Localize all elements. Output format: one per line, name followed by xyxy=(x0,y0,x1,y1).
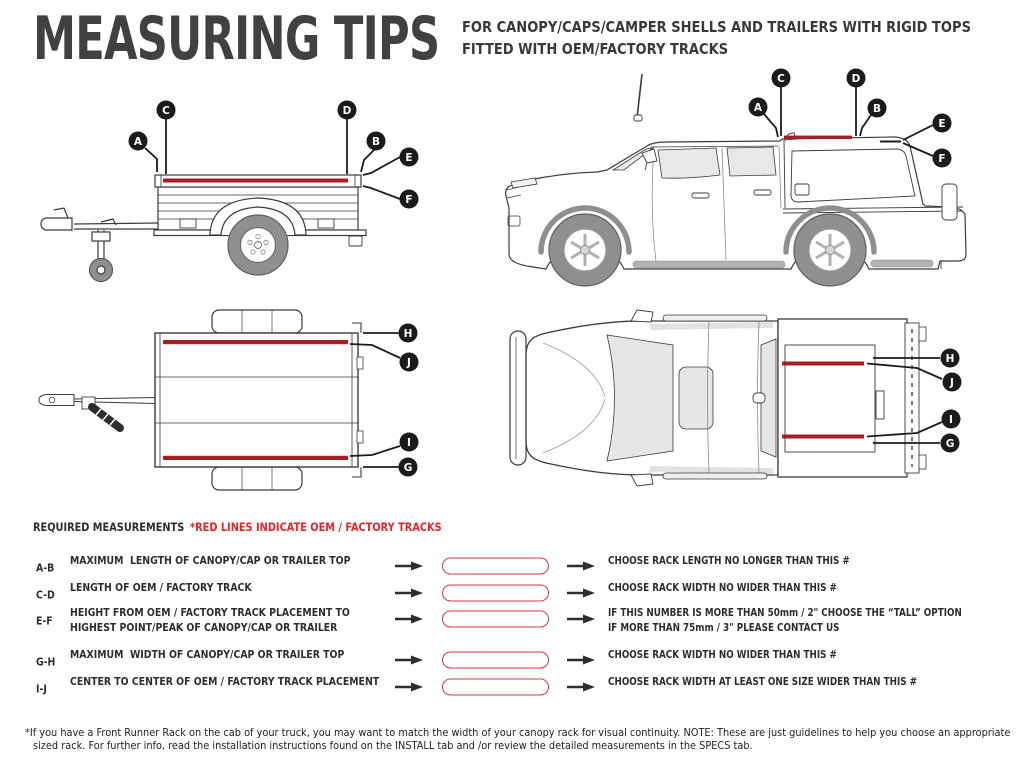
footer-note-line-2: sized rack. For further info, read the installation instructions found on the INSTALL tab and /or review the detailed measurements in the SPECS tab. xyxy=(33,740,753,752)
range-label: E-F xyxy=(36,614,53,628)
arrow-right-icon xyxy=(567,561,595,571)
marker-c-label: C xyxy=(777,72,785,85)
marker-e-label: E xyxy=(938,117,946,130)
measurement-instruction: CHOOSE RACK WIDTH AT LEAST ONE SIZE WIDER THAN THIS # xyxy=(608,675,918,688)
marker-f-label: F xyxy=(938,152,946,165)
measurement-instruction: CHOOSE RACK LENGTH NO LONGER THAN THIS # xyxy=(608,554,850,567)
oem-track-red-line xyxy=(163,456,348,460)
truck-top-view-diagram xyxy=(495,305,1015,505)
measurement-blank-field xyxy=(442,652,549,669)
arrow-right-icon xyxy=(567,682,595,692)
page-subtitle xyxy=(462,16,1024,60)
measurement-row-ef xyxy=(0,602,1024,636)
subtitle-line-2: FITTED WITH OEM/FACTORY TRACKS xyxy=(462,40,729,58)
measurement-blank-field xyxy=(442,585,549,602)
measurement-blank-field xyxy=(442,611,549,628)
marker-a-label: A xyxy=(133,135,143,148)
range-label: A-B xyxy=(36,561,55,575)
required-measurements-heading: REQUIRED MEASUREMENTS xyxy=(33,520,185,534)
marker-j-label: J xyxy=(407,356,411,369)
marker-g-label: G xyxy=(945,437,955,450)
measurement-description: HEIGHT FROM OEM / FACTORY TRACK PLACEMENT TO HIGHEST POINT/PEAK OF CANOPY/CAP OR TRAILER xyxy=(70,606,350,634)
measurement-instruction: CHOOSE RACK WIDTH NO WIDER THAN THIS # xyxy=(608,581,837,594)
marker-c-label: C xyxy=(162,104,170,117)
marker-b-label: B xyxy=(371,135,381,148)
trailer-side-view-diagram xyxy=(30,88,450,288)
measurement-description: CENTER TO CENTER OF OEM / FACTORY TRACK PLACEMENT xyxy=(70,675,380,688)
arrow-right-icon xyxy=(395,588,423,598)
marker-a-label: A xyxy=(753,101,763,114)
oem-track-red-line xyxy=(782,435,864,439)
marker-e-label: E xyxy=(405,151,413,164)
measurement-row-ab xyxy=(0,553,1024,579)
truck-top-drawing xyxy=(510,310,926,486)
red-lines-note: *RED LINES INDICATE OEM / FACTORY TRACKS xyxy=(190,520,442,534)
arrow-right-icon xyxy=(567,614,595,624)
oem-track-red-line xyxy=(163,179,348,183)
marker-d-label: D xyxy=(342,104,352,117)
marker-b-label: B xyxy=(872,102,882,115)
measurement-instruction: IF THIS NUMBER IS MORE THAN 50mm / 2" CHOOSE THE “TALL” OPTION IF MORE THAN 75mm / 3" PLEASE CONTACT US xyxy=(608,606,962,634)
marker-f-label: F xyxy=(405,193,413,206)
arrow-right-icon xyxy=(395,614,423,624)
truck-side-drawing xyxy=(506,74,966,286)
range-label: G-H xyxy=(36,655,56,669)
measurement-row-gh xyxy=(0,647,1024,673)
range-label: C-D xyxy=(36,588,55,602)
oem-track-red-line xyxy=(782,362,864,366)
trailer-top-drawing xyxy=(39,310,363,490)
trailer-top-view-diagram xyxy=(30,300,450,500)
marker-h-label: H xyxy=(403,327,413,340)
measurement-blank-field xyxy=(442,679,549,696)
measurement-description: MAXIMUM WIDTH OF CANOPY/CAP OR TRAILER TOP xyxy=(70,648,345,661)
arrow-right-icon xyxy=(567,655,595,665)
range-label: I-J xyxy=(36,682,47,696)
truck-side-view-diagram xyxy=(495,58,1015,293)
marker-g-label: G xyxy=(403,461,413,474)
measurement-instruction: CHOOSE RACK WIDTH NO WIDER THAN THIS # xyxy=(608,648,837,661)
measurement-description: LENGTH OF OEM / FACTORY TRACK xyxy=(70,581,252,594)
marker-i-label: I xyxy=(407,436,411,449)
measurement-blank-field xyxy=(442,558,549,575)
marker-i-label: I xyxy=(949,413,953,426)
measurement-description: MAXIMUM LENGTH OF CANOPY/CAP OR TRAILER TOP xyxy=(70,554,351,567)
oem-track-red-line xyxy=(163,340,348,344)
measure-markers xyxy=(941,349,962,453)
arrow-right-icon xyxy=(395,655,423,665)
subtitle-line-1: FOR CANOPY/CAPS/CAMPER SHELLS AND TRAILERS WITH RIGID TOPS xyxy=(462,18,971,36)
arrow-right-icon xyxy=(567,588,595,598)
measurement-row-ij xyxy=(0,674,1024,700)
page-title-text: MEASURING TIPS xyxy=(33,4,440,74)
marker-j-label: J xyxy=(950,376,954,389)
footer-note-line-1: *If you have a Front Runner Rack on the cab of your truck, you may want to match the width of your canopy rack for visual continuity. NOTE: These are just guidelines to help you choose an appropriate xyxy=(25,727,1011,739)
marker-d-label: D xyxy=(851,72,861,85)
arrow-right-icon xyxy=(395,682,423,692)
arrow-right-icon xyxy=(395,561,423,571)
oem-track-red-line xyxy=(784,136,852,139)
marker-h-label: H xyxy=(945,352,955,365)
trailer-side-drawing xyxy=(41,175,366,282)
measure-markers xyxy=(399,324,419,477)
